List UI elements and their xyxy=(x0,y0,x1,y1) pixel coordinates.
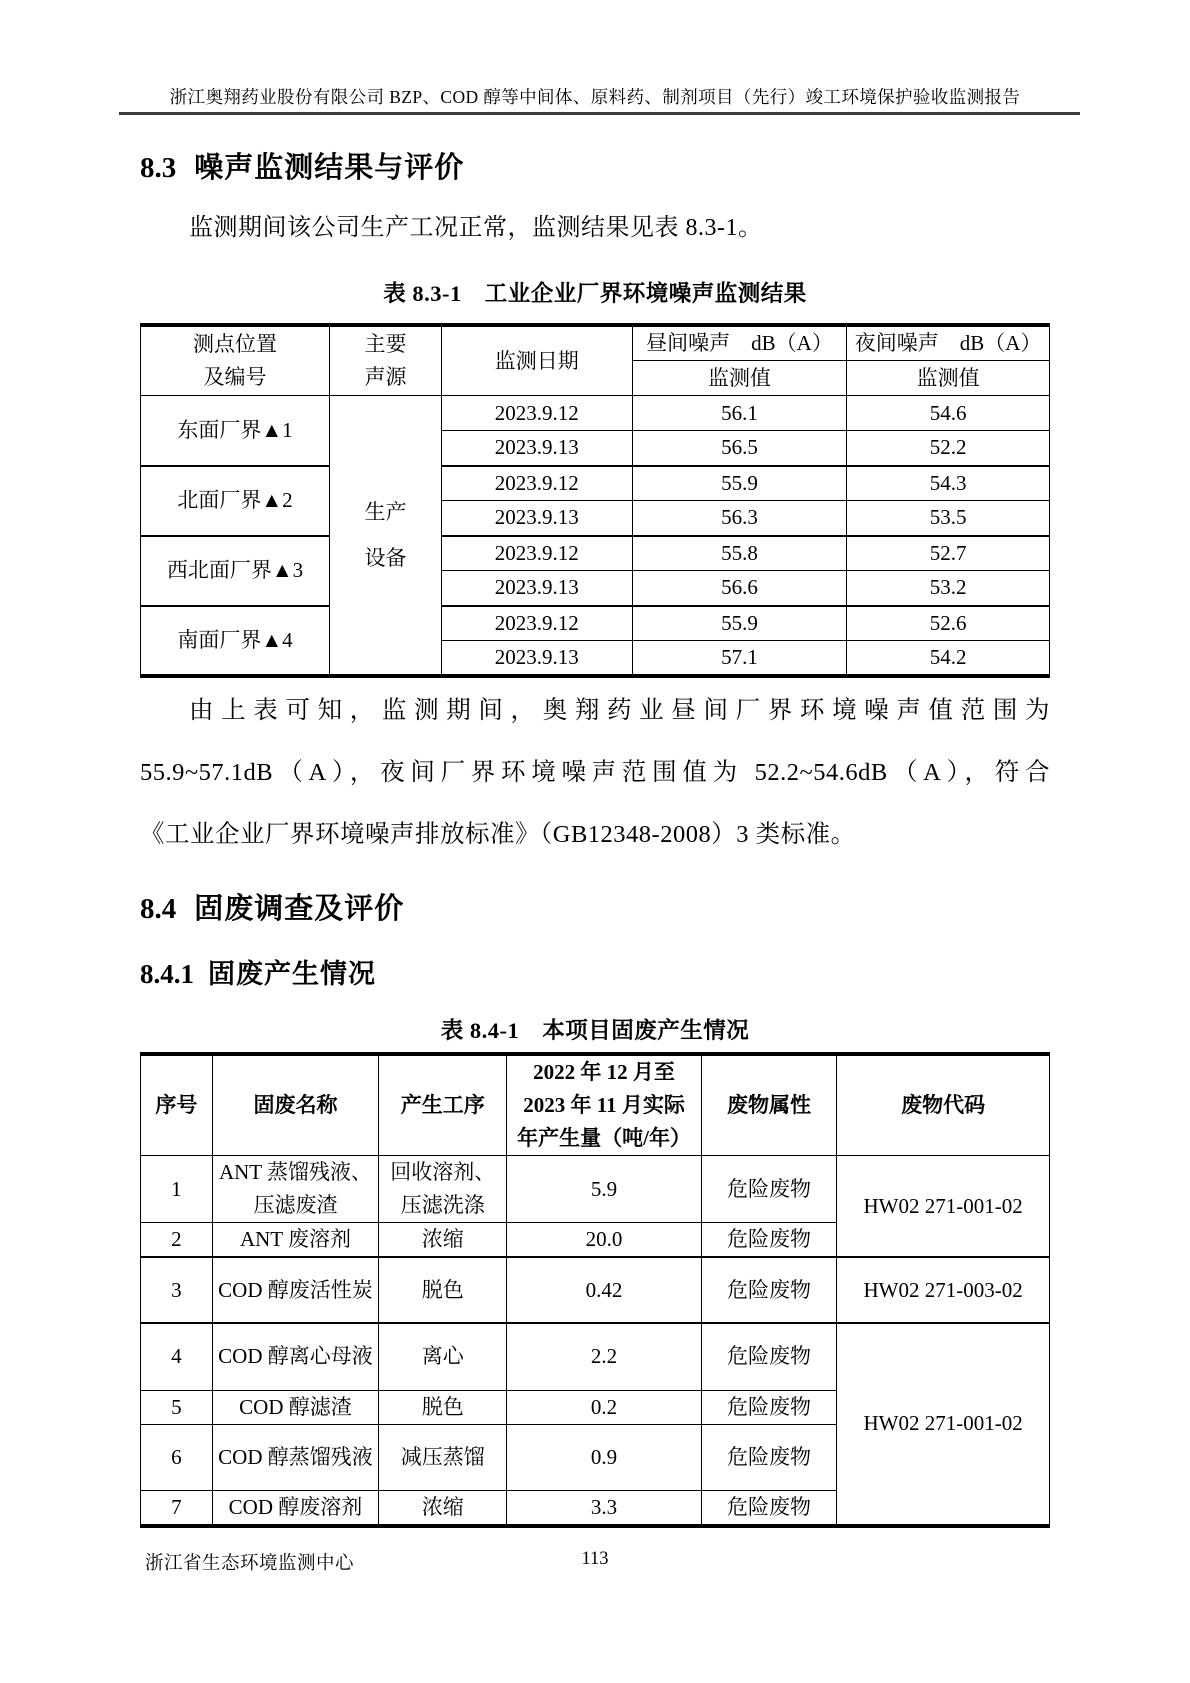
code-cell: HW02 271-001-02 xyxy=(837,1323,1050,1526)
name-cell: ANT 废溶剂 xyxy=(212,1223,378,1258)
header-source-cell: 主要 声源 xyxy=(330,325,442,396)
header-rule xyxy=(119,112,1080,115)
amount-cell: 0.9 xyxy=(507,1424,702,1490)
amount-cell: 20.0 xyxy=(507,1223,702,1258)
day-value-cell: 56.5 xyxy=(632,431,847,466)
section-heading-84 xyxy=(140,886,404,927)
running-header-title: 浙江奥翔药业股份有限公司 BZP、COD 醇等中间体、原料药、制剂项目（先行）竣工环境保护验收监测报告 xyxy=(169,87,1021,107)
amount-cell: 2.2 xyxy=(507,1323,702,1390)
date-cell: 2023.9.12 xyxy=(441,536,632,571)
section-title: 噪声监测结果与评价 xyxy=(194,152,465,184)
process-cell: 脱色 xyxy=(379,1257,507,1323)
day-value-cell: 56.3 xyxy=(632,501,847,536)
process-cell: 浓缩 xyxy=(379,1223,507,1258)
night-value-cell: 53.2 xyxy=(847,571,1050,606)
table-row xyxy=(141,466,1050,501)
process-cell: 脱色 xyxy=(379,1390,507,1424)
header-amount-cell: 2022 年 12 月至 2023 年 11 月实际 年产生量（吨/年） xyxy=(507,1054,702,1156)
waste-table xyxy=(140,1052,1050,1528)
header-location-cell: 测点位置 及编号 xyxy=(141,325,330,396)
amount-cell: 5.9 xyxy=(507,1156,702,1223)
table-row xyxy=(141,325,1050,361)
amount-cell: 3.3 xyxy=(507,1490,702,1526)
amount-cell: 0.2 xyxy=(507,1390,702,1424)
date-cell: 2023.9.13 xyxy=(441,641,632,677)
analysis-paragraph xyxy=(140,680,1050,866)
header-day-cell: 昼间噪声 dB（A） xyxy=(632,325,847,361)
name-cell: COD 醇废溶剂 xyxy=(212,1490,378,1526)
amount-cell: 0.42 xyxy=(507,1257,702,1323)
process-cell: 离心 xyxy=(379,1323,507,1390)
table-row xyxy=(141,1054,1050,1156)
table-row xyxy=(141,536,1050,571)
noise-table-caption: 表 8.3-1 工业企业厂界环境噪声监测结果 xyxy=(383,281,807,306)
night-value-cell: 54.6 xyxy=(847,396,1050,431)
date-cell: 2023.9.13 xyxy=(441,571,632,606)
name-cell: COD 醇离心母液 xyxy=(212,1323,378,1390)
name-cell: COD 醇蒸馏残液 xyxy=(212,1424,378,1490)
header-code-cell: 废物代码 xyxy=(837,1054,1050,1156)
header-night-value-cell: 监测值 xyxy=(847,361,1050,396)
table-row xyxy=(141,1257,1050,1323)
attr-cell: 危险废物 xyxy=(701,1424,836,1490)
day-value-cell: 56.1 xyxy=(632,396,847,431)
night-value-cell: 53.5 xyxy=(847,501,1050,536)
date-cell: 2023.9.12 xyxy=(441,396,632,431)
date-cell: 2023.9.12 xyxy=(441,606,632,641)
location-cell: 东面厂界▲1 xyxy=(141,396,330,466)
section-heading-83 xyxy=(140,145,464,186)
night-value-cell: 52.7 xyxy=(847,536,1050,571)
code-cell: HW02 271-001-02 xyxy=(837,1156,1050,1258)
header-process-cell: 产生工序 xyxy=(379,1054,507,1156)
table-row xyxy=(141,1156,1050,1223)
noise-source-cell: 生产 设备 xyxy=(330,396,442,677)
footer-organization: 浙江省生态环境监测中心 xyxy=(145,1554,355,1574)
intro-paragraph: 监测期间该公司生产工况正常，监测结果见表 8.3-1。 xyxy=(189,215,763,241)
attr-cell: 危险废物 xyxy=(701,1490,836,1526)
name-cell: ANT 蒸馏残液、压滤废渣 xyxy=(212,1156,378,1223)
header-name-cell: 固废名称 xyxy=(212,1054,378,1156)
header-day-value-cell: 监测值 xyxy=(632,361,847,396)
attr-cell: 危险废物 xyxy=(701,1223,836,1258)
table-row xyxy=(141,396,1050,431)
header-no-cell: 序号 xyxy=(141,1054,213,1156)
section-number: 8.4.1 xyxy=(140,959,194,989)
no-cell: 6 xyxy=(141,1424,213,1490)
no-cell: 4 xyxy=(141,1323,213,1390)
day-value-cell: 55.9 xyxy=(632,466,847,501)
no-cell: 1 xyxy=(141,1156,213,1223)
section-number: 8.3 xyxy=(140,152,177,184)
night-value-cell: 54.3 xyxy=(847,466,1050,501)
location-cell: 西北面厂界▲3 xyxy=(141,536,330,606)
name-cell: COD 醇滤渣 xyxy=(212,1390,378,1424)
night-value-cell: 52.2 xyxy=(847,431,1050,466)
header-date-cell: 监测日期 xyxy=(441,325,632,396)
analysis-line: 由上表可知，监测期间，奥翔药业昼间厂界环境噪声值范围为 xyxy=(189,697,1050,724)
code-cell: HW02 271-003-02 xyxy=(837,1257,1050,1323)
night-value-cell: 54.2 xyxy=(847,641,1050,677)
attr-cell: 危险废物 xyxy=(701,1156,836,1223)
waste-table-caption: 表 8.4-1 本项目固废产生情况 xyxy=(440,1018,750,1043)
process-cell: 浓缩 xyxy=(379,1490,507,1526)
no-cell: 3 xyxy=(141,1257,213,1323)
header-attr-cell: 废物属性 xyxy=(701,1054,836,1156)
attr-cell: 危险废物 xyxy=(701,1323,836,1390)
day-value-cell: 57.1 xyxy=(632,641,847,677)
attr-cell: 危险废物 xyxy=(701,1257,836,1323)
date-cell: 2023.9.13 xyxy=(441,501,632,536)
no-cell: 7 xyxy=(141,1490,213,1526)
day-value-cell: 55.8 xyxy=(632,536,847,571)
table-row xyxy=(141,1323,1050,1390)
night-value-cell: 52.6 xyxy=(847,606,1050,641)
section-title: 固废产生情况 xyxy=(208,959,376,989)
day-value-cell: 56.6 xyxy=(632,571,847,606)
location-cell: 南面厂界▲4 xyxy=(141,606,330,677)
date-cell: 2023.9.13 xyxy=(441,431,632,466)
location-cell: 北面厂界▲2 xyxy=(141,466,330,536)
name-cell: COD 醇废活性炭 xyxy=(212,1257,378,1323)
section-number: 8.4 xyxy=(140,893,177,925)
section-title: 固废调查及评价 xyxy=(194,893,405,925)
no-cell: 2 xyxy=(141,1223,213,1258)
process-cell: 减压蒸馏 xyxy=(379,1424,507,1490)
no-cell: 5 xyxy=(141,1390,213,1424)
attr-cell: 危险废物 xyxy=(701,1390,836,1424)
date-cell: 2023.9.12 xyxy=(441,466,632,501)
footer-page-number: 113 xyxy=(581,1549,609,1569)
table-row xyxy=(141,606,1050,641)
section-heading-841 xyxy=(140,952,376,991)
header-night-cell: 夜间噪声 dB（A） xyxy=(847,325,1050,361)
day-value-cell: 55.9 xyxy=(632,606,847,641)
analysis-line: 《工业企业厂界环境噪声排放标准》（GB12348-2008）3 类标准。 xyxy=(140,821,856,848)
noise-table xyxy=(140,323,1050,678)
process-cell: 回收溶剂、压滤洗涤 xyxy=(379,1156,507,1223)
analysis-line: 55.9~57.1dB（A），夜间厂界环境噪声范围值为 52.2~54.6dB（A），符合 xyxy=(140,759,1050,786)
